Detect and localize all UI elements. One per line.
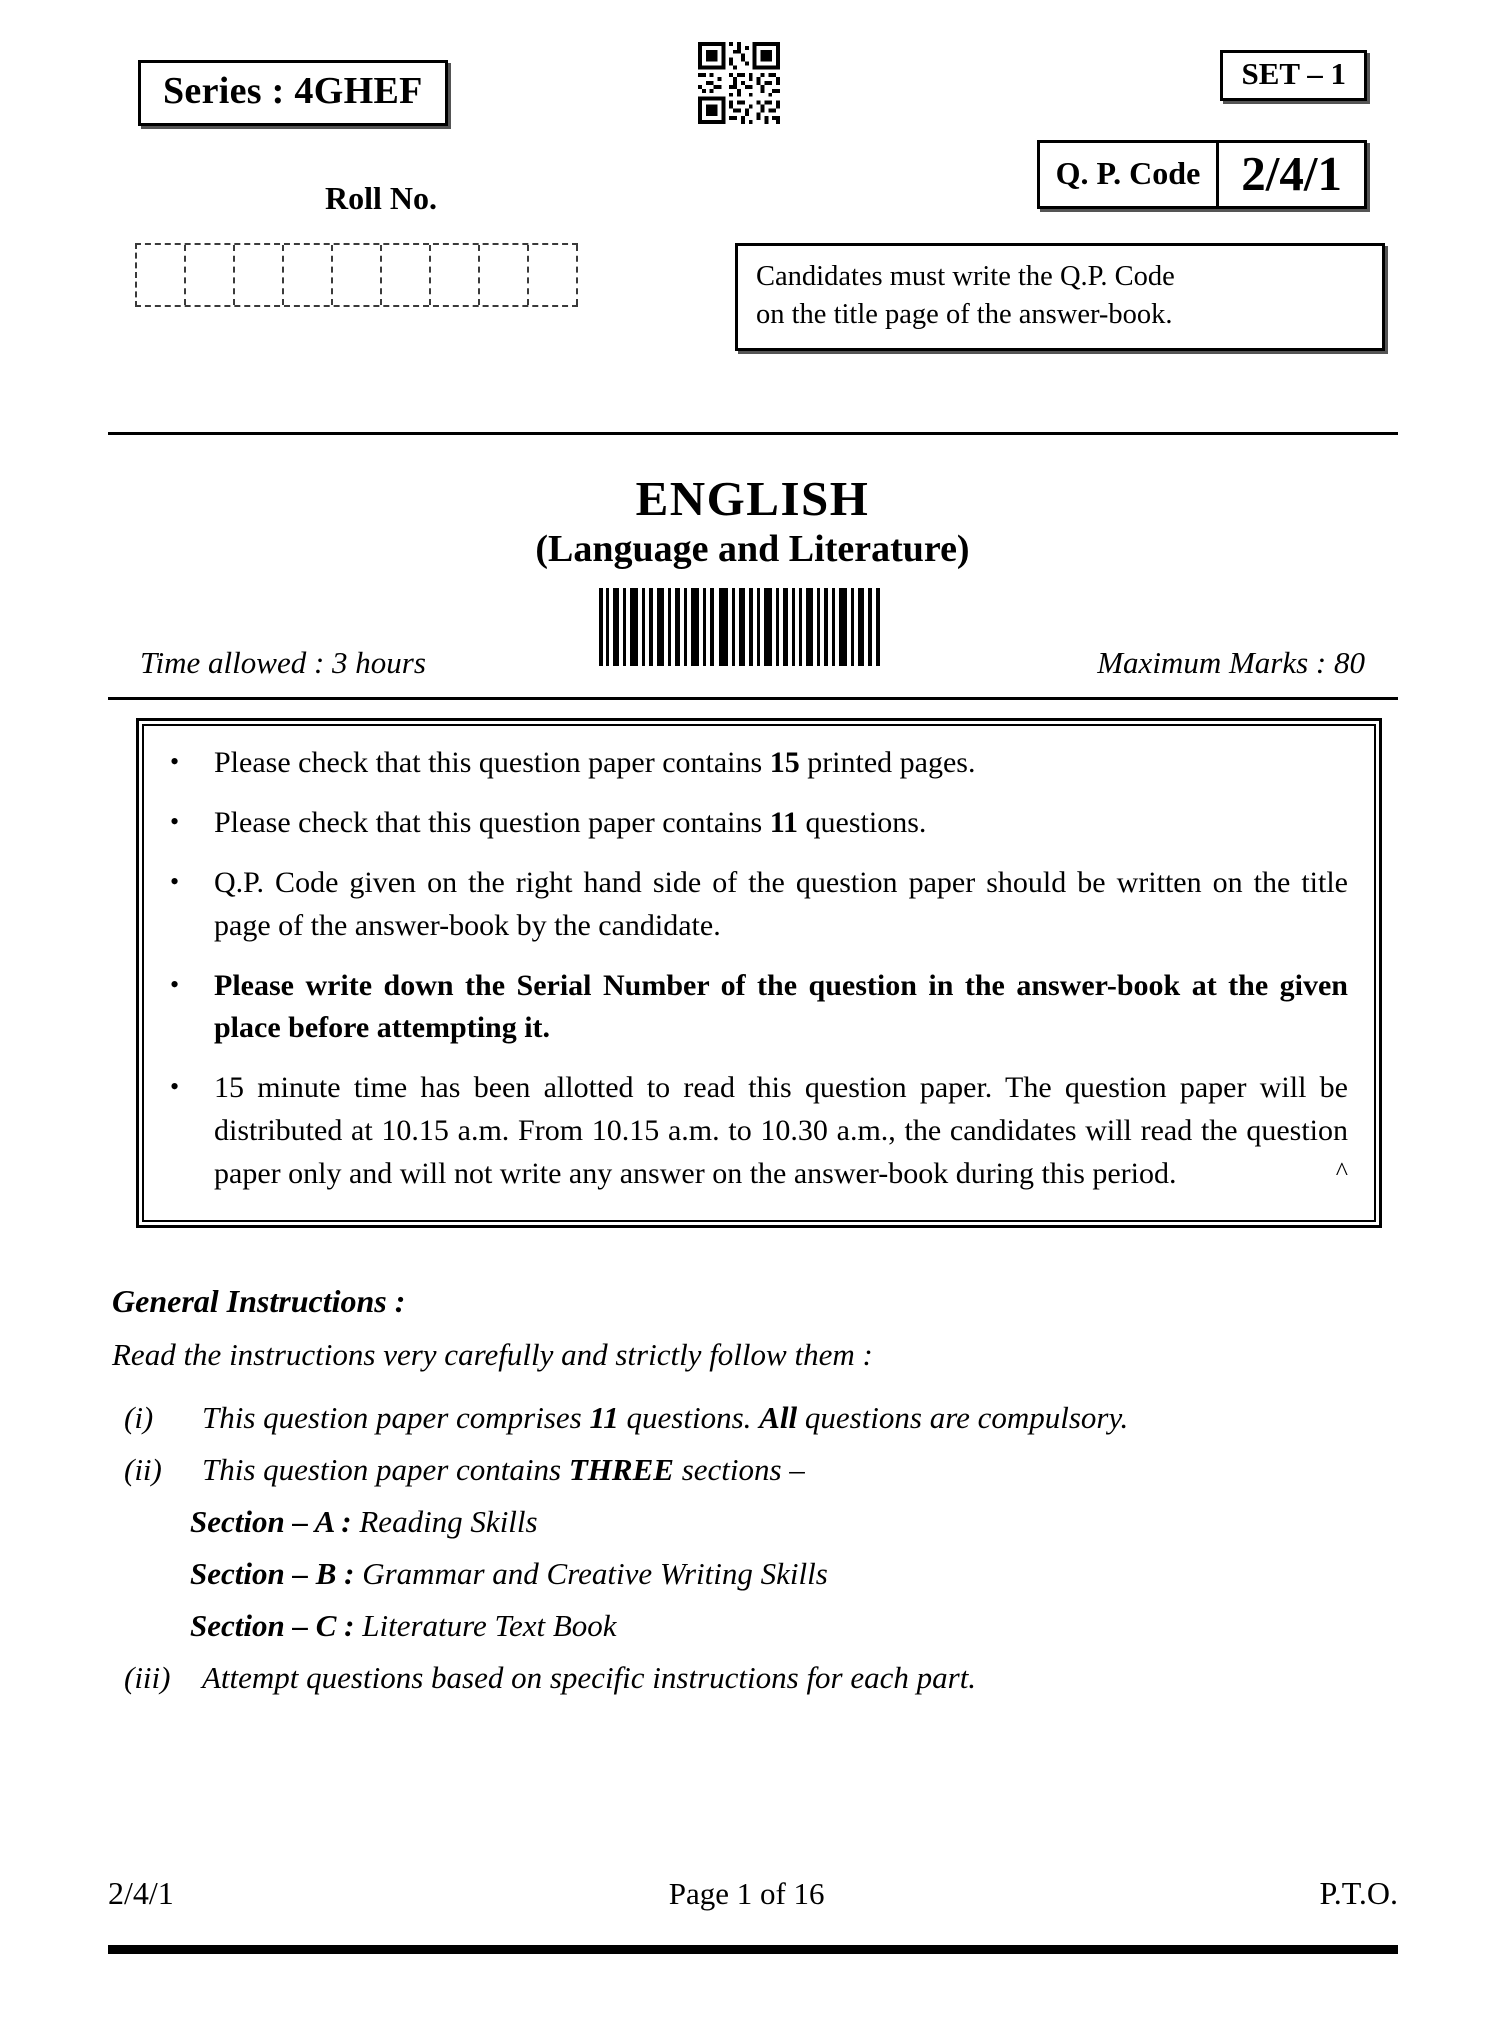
series-box: Series : 4GHEF	[138, 60, 448, 126]
section-description: Literature Text Book	[354, 1608, 617, 1643]
section-description: Grammar and Creative Writing Skills	[354, 1556, 828, 1591]
page-footer	[108, 1875, 1398, 1912]
maximum-marks-label: Maximum Marks : 80	[1097, 645, 1365, 680]
roll-no-label: Roll No.	[325, 180, 437, 216]
page-subtitle: (Language and Literature)	[535, 528, 970, 570]
instruction-text	[214, 862, 1348, 948]
item-text	[202, 1452, 1402, 1488]
qp-code-label: Q. P. Code	[1040, 143, 1220, 206]
section-name: Section – A :	[190, 1504, 352, 1539]
barcode-icon	[597, 588, 882, 666]
section-description: Reading Skills	[351, 1504, 538, 1539]
instructions-list	[142, 724, 1376, 1222]
roll-no-cell[interactable]	[186, 245, 235, 305]
instruction-item	[170, 1067, 1348, 1196]
roll-no-cell[interactable]	[284, 245, 333, 305]
item-number: (ii)	[124, 1452, 162, 1487]
instruction-item	[170, 742, 1348, 785]
caret-mark: ^	[1335, 1157, 1348, 1187]
instruction-text	[214, 1067, 1348, 1196]
page-title: ENGLISH	[635, 471, 870, 526]
item-number: (i)	[124, 1400, 154, 1435]
footer-qp-code: 2/4/1	[108, 1875, 174, 1911]
section-name: Section – B :	[190, 1556, 355, 1591]
candidate-note-box	[735, 243, 1385, 351]
general-instruction-item	[112, 1452, 1402, 1488]
emphasised-text: 11	[589, 1400, 619, 1435]
bullet-icon: •	[170, 1072, 180, 1102]
roll-no-cell[interactable]	[529, 245, 578, 305]
roll-no-cell[interactable]	[333, 245, 382, 305]
text-run: Please check that this question paper contains	[214, 746, 770, 779]
footer-page-number: Page 1 of 16	[668, 1876, 825, 1911]
bullet-icon: •	[170, 747, 180, 776]
emphasised-text: THREE	[568, 1452, 674, 1487]
item-text	[202, 1660, 1402, 1696]
text-run: This question paper comprises	[202, 1400, 590, 1435]
item-text	[202, 1400, 1402, 1436]
section-line	[190, 1556, 1402, 1592]
header-divider-rule	[108, 432, 1398, 435]
text-run: questions.	[618, 1400, 760, 1435]
general-instructions-list	[112, 1400, 1402, 1712]
emphasised-text: 15	[769, 746, 800, 779]
general-instructions-subheading: Read the instructions very carefully and strictly follow them :	[112, 1337, 873, 1372]
text-run: questions.	[798, 805, 927, 839]
general-instructions-heading: General Instructions :	[112, 1283, 406, 1319]
instruction-item	[170, 802, 1348, 845]
text-run: Please check that this question paper contains	[214, 805, 770, 839]
roll-no-cell[interactable]	[431, 245, 480, 305]
instruction-text	[214, 742, 1348, 785]
footer-rule	[108, 1945, 1398, 1954]
meta-divider-rule	[108, 697, 1398, 700]
qp-code-value: 2/4/1	[1241, 146, 1342, 201]
section-line	[190, 1608, 1402, 1644]
emphasised-text: 11	[769, 805, 799, 839]
text-run: This question paper contains	[202, 1452, 569, 1487]
text-run: Attempt questions based on specific instructions for each part.	[202, 1660, 977, 1695]
bullet-icon: •	[170, 866, 180, 896]
text-run: sections –	[673, 1452, 805, 1487]
roll-no-grid[interactable]	[135, 243, 578, 307]
instructions-box	[136, 718, 1382, 1228]
set-box: SET – 1	[1220, 50, 1367, 101]
footer-pto: P.T.O.	[1319, 1875, 1398, 1911]
candidate-note-line-2: on the title page of the answer-book.	[756, 298, 1173, 330]
text-run: printed pages.	[799, 746, 976, 779]
general-instruction-item	[112, 1660, 1402, 1696]
bullet-icon: •	[170, 806, 180, 836]
time-allowed-label: Time allowed : 3 hours	[140, 645, 426, 680]
qr-code-icon	[698, 42, 780, 124]
item-number: (iii)	[124, 1660, 171, 1695]
section-line	[190, 1504, 1402, 1540]
instruction-item	[170, 965, 1348, 1051]
instruction-item	[170, 862, 1348, 948]
roll-no-cell[interactable]	[137, 245, 186, 305]
header-band	[0, 0, 1505, 340]
text-run: 15 minute time has been allotted to read this question paper. The question paper will be distributed at 10.15 a.m. From 10.15 a.m. to 10.30 a.m., the candidates will read the question paper only and will not write any answer on the answer-book during this period.	[214, 1071, 1348, 1191]
instruction-text	[214, 802, 1348, 845]
text-run: questions are compulsory.	[797, 1400, 1129, 1435]
candidate-note-line-1: Candidates must write the Q.P. Code	[756, 261, 1175, 292]
instruction-text	[214, 965, 1348, 1051]
general-instruction-item	[112, 1400, 1402, 1436]
emphasised-text: All	[759, 1400, 798, 1435]
section-name: Section – C :	[190, 1608, 355, 1643]
text-run: Q.P. Code given on the right hand side of the question paper should be written on the title page of the answer-book by the candidate.	[214, 865, 1348, 942]
roll-no-cell[interactable]	[235, 245, 284, 305]
text-run: Please write down the Serial Number of the question in the answer-book at the given place before attempting it.	[214, 968, 1348, 1045]
roll-no-cell[interactable]	[382, 245, 431, 305]
bullet-icon: •	[170, 969, 180, 999]
qp-code-box	[1037, 140, 1367, 209]
roll-no-cell[interactable]	[480, 245, 529, 305]
